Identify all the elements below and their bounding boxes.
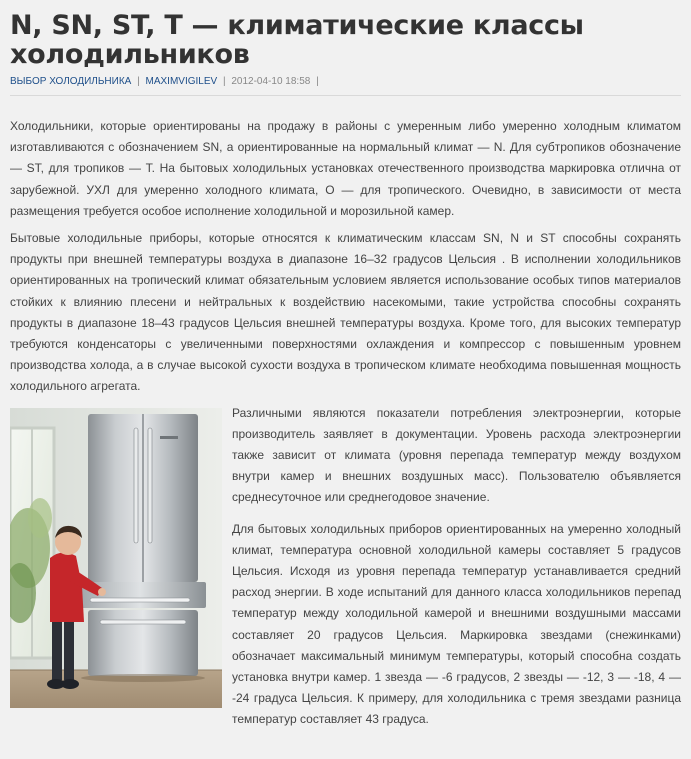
- meta-separator: |: [316, 76, 319, 87]
- author-link[interactable]: MAXIMVIGILEV: [145, 76, 218, 87]
- paragraph: Бытовые холодильные приборы, которые относятся к климатическим классам SN, N и ST способны сохранять продукты при внешней температуры воздуха в диапазоне 16–32 градусов Цельсия . В исполнении холодильников ориентированных на тропический климат обязательным условием является использование особых типов материалов стойких к влиянию плесени и нейтральных к воздействию насекомыми, такие устройства способны сохранять продукты в диапазоне 18–43 градусов Цельсия внешней температуры воздуха. Кроме того, для высоких температур требуются конденсаторы с увеличенными поверхностями охлаждения и компрессор с повышенным уровнем производства холода, а в случае высокой сухости воздуха в тропическом климате необходима повышенная мощность холодильного агрегата.: [10, 231, 681, 394]
- title-divider: [10, 95, 681, 96]
- refrigerator-photo: [10, 408, 222, 708]
- article-title: N, SN, ST, T — климатические классы холодильников: [10, 10, 584, 70]
- paragraph: Холодильники, которые ориентированы на продажу в районы с умеренным либо умеренно холодным климатом изготавливаются с обозначением SN, а ориентированные на нормальный климат — N. Для субтропиков обозначение — ST, для тропиков — T. На бытовых холодильных установках отечественного производства маркировка отлична от зарубежной. УХЛ для умеренно холодного климата, О — для тропического. Очевидно, в зависимости от места размещения требуется особое исполнение холодильной и морозильной камер.: [10, 119, 681, 218]
- post-date: 2012-04-10 18:58: [231, 76, 311, 87]
- article-body: [10, 116, 681, 731]
- refrigerator-photo-icon: [10, 408, 222, 708]
- meta-separator: |: [222, 76, 226, 87]
- category-link[interactable]: ВЫБОР ХОЛОДИЛЬНИКА: [10, 76, 132, 87]
- paragraph: Различными являются показатели потребления электроэнергии, которые производитель заявляет в документации. Уровень расхода электроэнергии также зависит от климата (уровня перепада температур между воздухом внутри камер и внешних воздушных масс). Пользователю объявляется среднесуточное или среднегодовое значение.: [232, 405, 681, 505]
- paragraph: Для бытовых холодильных приборов ориентированных на умеренно холодный климат, температура основной холодильной камеры составляет 5 градусов Цельсия. Исходя из уровня перепада температур устанавливается средний расход энергии. В ходе испытаний для данного класса холодильников перепад температур между холодильной камерой и внешними воздушными массами составляет 20 градусов Цельсия. Маркировка звездами (снежинками) обозначает максимальный минимум температуры, который способна создать установка внутри камер. 1 звезда — -6 градусов, 2 звезды — -12, 3 — -18, 4 — -24 градуса Цельсия. К примеру, для холодильника с тремя звездами разница температур составляет 43 градуса.: [232, 521, 681, 727]
- meta-separator: |: [137, 76, 140, 87]
- article-meta: [10, 75, 681, 89]
